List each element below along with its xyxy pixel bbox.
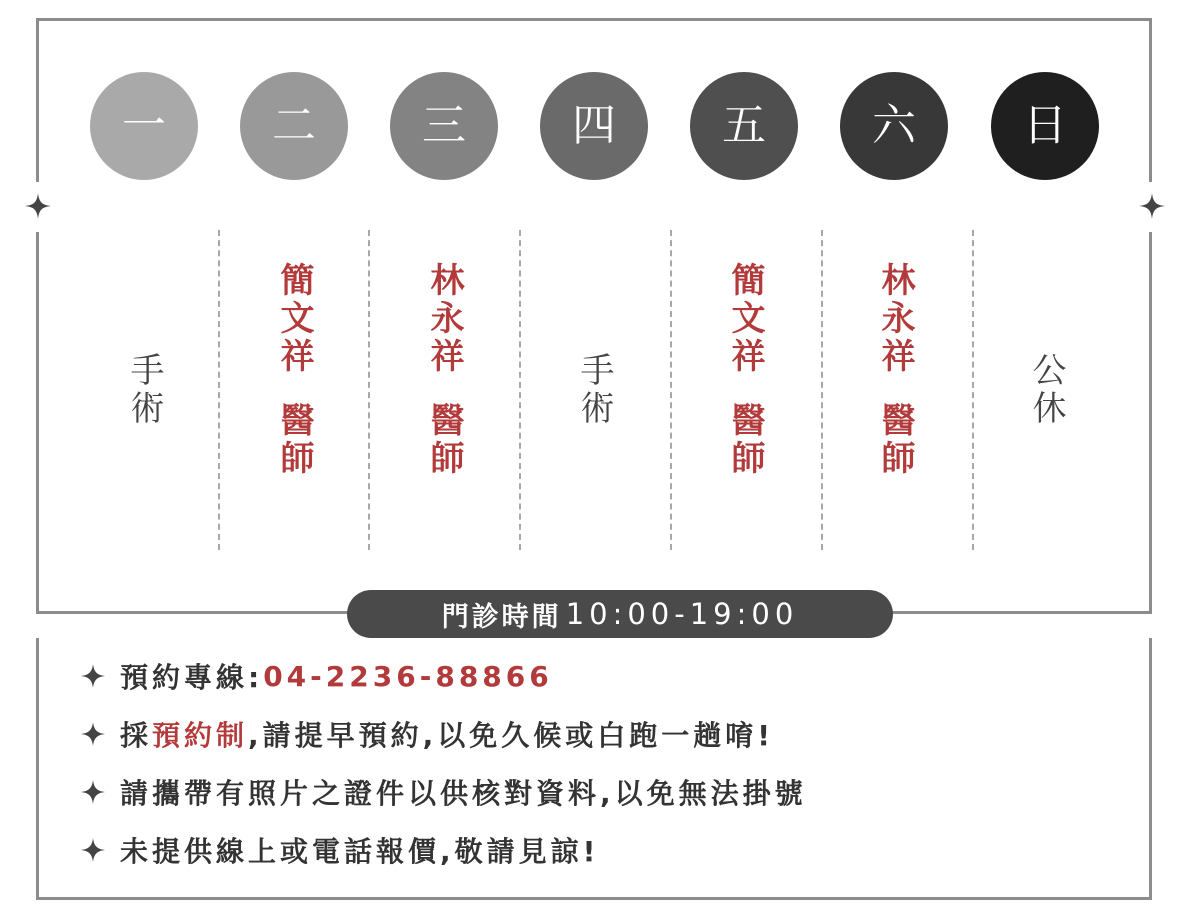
surgery-label: 手術: [574, 352, 614, 428]
doctor-title: 醫師: [875, 402, 915, 478]
schedule-tue: [219, 262, 369, 478]
schedule-mon: [69, 262, 219, 428]
doctor-entry: [424, 262, 464, 478]
surgery-label: 手術: [124, 352, 164, 428]
sparkle-icon: [80, 779, 106, 805]
note-appointment-line: [80, 714, 774, 754]
day-circle-fri: 五: [690, 72, 798, 180]
booking-label: 預約專線:: [120, 661, 264, 694]
doctor-name: 林永祥: [424, 262, 464, 376]
note-text: 未提供線上或電話報價,敬請見諒!: [120, 835, 600, 868]
sparkle-icon: [80, 663, 106, 689]
note-id-line: [80, 772, 807, 812]
clinic-hours-badge: [347, 590, 893, 638]
booking-phone[interactable]: 04-2236-88866: [263, 659, 553, 693]
doctor-name: 簡文祥: [725, 262, 765, 376]
schedule-fri: [670, 262, 820, 478]
doctor-name: 林永祥: [875, 262, 915, 376]
day-circle-wed: 三: [390, 72, 498, 180]
schedule-wed: [369, 262, 519, 478]
day-circle-sun: 日: [991, 72, 1099, 180]
day-circle-thu: 四: [540, 72, 648, 180]
doctor-entry: [274, 262, 314, 478]
clinic-hours-time: 10:00-19:00: [565, 597, 799, 631]
doctor-entry: [875, 262, 915, 478]
note-text: 採: [120, 719, 153, 752]
day-circle-tue: 二: [240, 72, 348, 180]
clinic-hours-label: 門診時間: [441, 601, 562, 633]
schedule-thu: [519, 262, 669, 428]
sparkle-icon: [25, 193, 51, 219]
doctor-name: 簡文祥: [274, 262, 314, 376]
appointment-highlight: 預約制: [152, 719, 249, 752]
schedule-sat: [820, 262, 970, 478]
doctor-entry: [725, 262, 765, 478]
note-booking-line: [80, 656, 553, 696]
sparkle-icon: [1139, 193, 1165, 219]
doctor-title: 醫師: [725, 402, 765, 478]
note-text: ,請提早預約,以免久候或白跑一趟唷!: [248, 719, 775, 752]
sparkle-icon: [80, 837, 106, 863]
note-text: 請攜帶有照片之證件以供核對資料,以免無法掛號: [120, 777, 807, 810]
note-quote-line: [80, 830, 599, 870]
closed-label: 公休: [1026, 352, 1066, 428]
day-circle-mon: 一: [90, 72, 198, 180]
doctor-title: 醫師: [274, 402, 314, 478]
sparkle-icon: [80, 721, 106, 747]
doctor-title: 醫師: [424, 402, 464, 478]
schedule-sun: [971, 262, 1121, 428]
day-circle-sat: 六: [840, 72, 948, 180]
